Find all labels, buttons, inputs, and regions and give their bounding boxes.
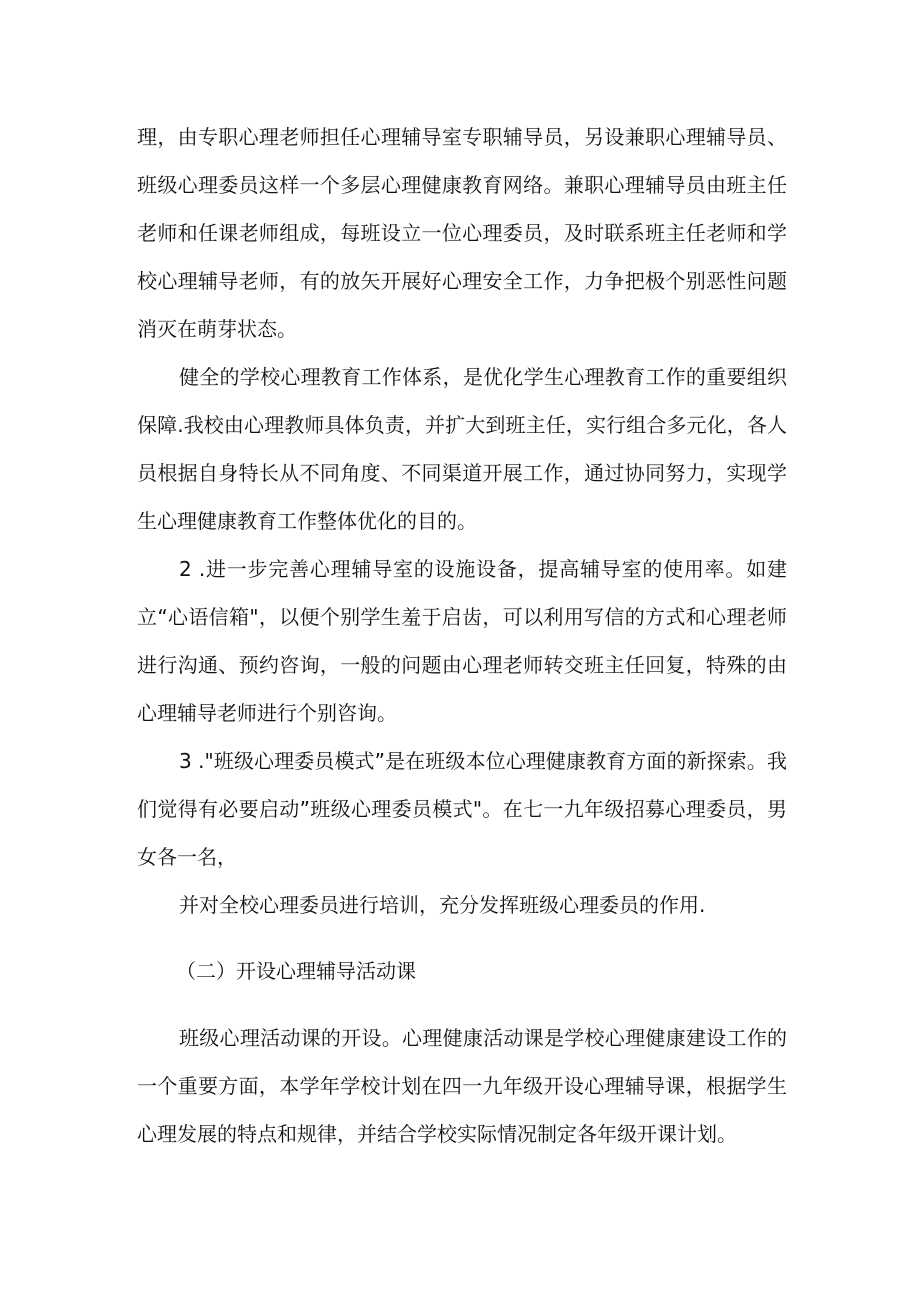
paragraph-item-3: 3 ."班级心理委员模式”是在班级本位心理健康教育方面的新探索。我们觉得有必要启动”班级心理委员模式"。在七一九年级招募心理委员，男女各一名， — [137, 749, 787, 869]
paragraph-system: 健全的学校心理教育工作体系，是优化学生心理教育工作的重要组织保障.我校由心理教师具体负责，并扩大到班主任，实行组合多元化，各人员根据自身特长从不同角度、不同渠道开展工作，通过协同努力，实现学生心理健康教育工作整体优化的目的。 — [137, 365, 787, 533]
section-heading: （二）开设心理辅导活动课 — [176, 959, 416, 983]
paragraph-network: 理，由专职心理老师担任心理辅导室专职辅导员，另设兼职心理辅导员、班级心理委员这样一个多层心理健康教育网络。兼职心理辅导员由班主任老师和任课老师组成，每班设立一位心理委员，及时联系班主任老师和学校心理辅导老师，有的放矢开展好心理安全工作，力争把极个别恶性问题消灭在萌芽状态。 — [137, 125, 787, 341]
paragraph-activity-course: 班级心理活动课的开设。心理健康活动课是学校心理健康建设工作的一个重要方面，本学年学校计划在四一九年级开设心理辅导课，根据学生心理发展的特点和规律，并结合学校实际情况制定各年级开课计划。 — [137, 1026, 787, 1146]
paragraph-training: 并对全校心理委员进行培训，充分发挥班级心理委员的作用. — [179, 893, 706, 917]
paragraph-item-2: 2 .进一步完善心理辅导室的设施设备，提高辅导室的使用率。如建立“心语信箱"，以便个别学生羞于启齿，可以利用写信的方式和心理老师进行沟通、预约咨询，一般的问题由心理老师转交班主任回复，特殊的由心理辅导老师进行个别咨询。 — [137, 557, 787, 725]
